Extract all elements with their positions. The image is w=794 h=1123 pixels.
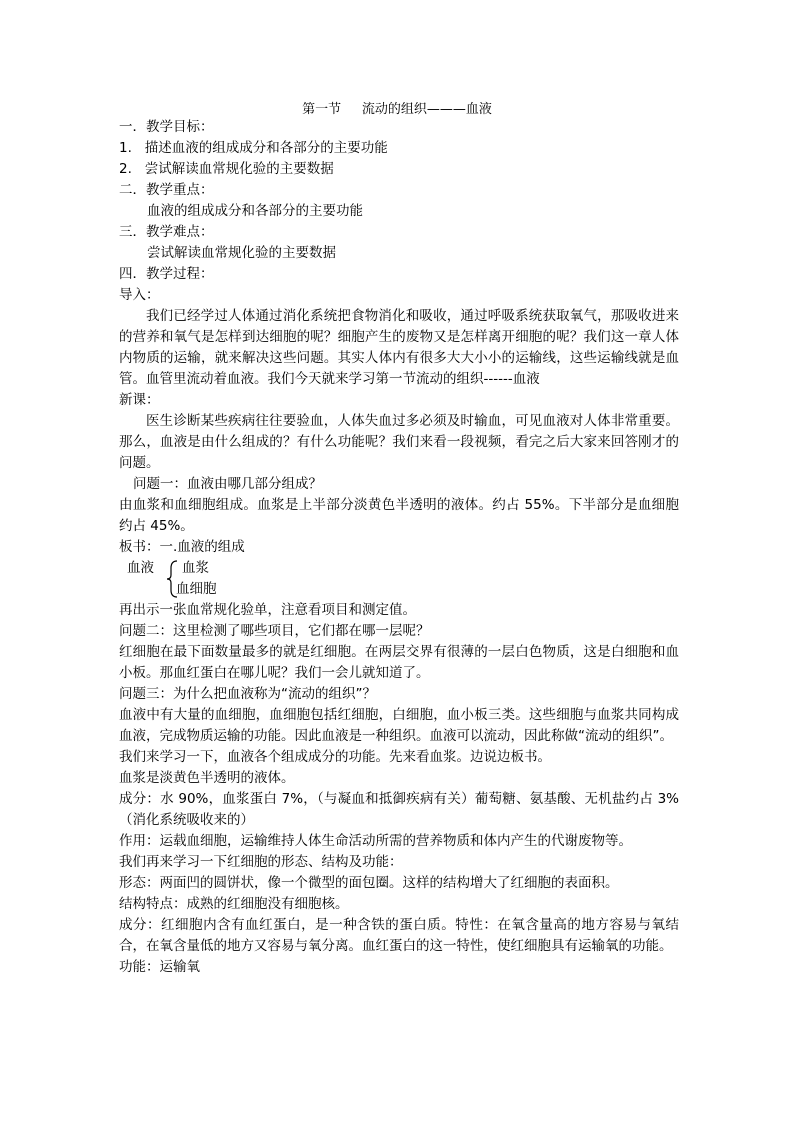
- goal-item-1: 1. 描述血液的组成成分和各部分的主要功能: [119, 140, 388, 156]
- blood-composition-diagram: [127, 558, 679, 600]
- rbc-function: 功能：运输氧: [119, 959, 200, 975]
- section-heading-key-points: 二．教学重点：: [119, 182, 214, 198]
- new-lesson-label: 新课：: [119, 392, 160, 408]
- question-1: 问题一：血液由哪几部分组成？: [133, 476, 322, 492]
- board-note: 板书：一.血液的组成: [119, 539, 245, 555]
- plasma-definition: 血浆是淡黄色半透明的液体。: [119, 770, 295, 786]
- blood-label: 血液: [127, 560, 154, 576]
- answer-3: 血液中有大量的血细胞，血细胞包括红细胞，白细胞，血小板三类。这些细胞与血浆共同构成血液，完成物质运输的功能。因此血液是一种组织。血液可以流动，因此称做“流动的组织”。: [119, 707, 679, 744]
- question-2: 问题二：这里检测了哪些项目，它们都在哪一层呢？: [119, 623, 430, 639]
- study-note: 我们来学习一下，血液各个组成成分的功能。先来看血浆。边说边板书。: [119, 749, 551, 765]
- rbc-structure: 结构特点：成熟的红细胞没有细胞核。: [119, 896, 349, 912]
- answer-1: 由血浆和血细胞组成。血浆是上半部分淡黄色半透明的液体。约占 55%。下半部分是血细胞约占 45%。: [119, 497, 679, 534]
- document-body: [119, 117, 679, 978]
- intro-label: 导入：: [119, 287, 160, 303]
- blood-cells-label: 血细胞: [176, 581, 217, 597]
- section-heading-goals: 一．教学目标：: [119, 119, 214, 135]
- plasma-composition: 成分：水 90%，血浆蛋白 7%，（与凝血和抵御疾病有关）葡萄糖、氨基酸、无机盐约占 3%（消化系统吸收来的）: [119, 791, 679, 828]
- section-heading-difficulties: 三．教学难点：: [119, 224, 214, 240]
- plasma-label: 血浆: [182, 560, 209, 576]
- question-3: 问题三：为什么把血液称为“流动的组织”？: [119, 686, 376, 702]
- intro-paragraph: 我们已经学过人体通过消化系统把食物消化和吸收，通过呼吸系统获取氧气，那吸收进来的营养和氧气是怎样到达细胞的呢？细胞产生的废物又是怎样离开细胞的呢？我们这一章人体内物质的运输，就来解决这些问题。其实人体内有很多大大小小的运输线，这些运输线就是血管。血管里流动着血液。我们今天就来学习第一节流动的组织------血液: [119, 308, 679, 387]
- section-heading-process: 四．教学过程：: [119, 266, 214, 282]
- new-lesson-paragraph: 医生诊断某些疾病往往要验血，人体失血过多必须及时输血，可见血液对人体非常重要。那么，血液是由什么组成的？有什么功能呢？我们来看一段视频，看完之后大家来回答刚才的问题。: [119, 413, 679, 471]
- rbc-intro: 我们再来学习一下红细胞的形态、结构及功能：: [119, 854, 403, 870]
- plasma-function: 作用：运载血细胞，运输维持人体生命活动所需的营养物质和体内产生的代谢废物等。: [119, 833, 632, 849]
- lab-report-note: 再出示一张血常规化验单，注意看项目和测定值。: [119, 602, 416, 618]
- key-point-text: 血液的组成成分和各部分的主要功能: [147, 203, 363, 219]
- rbc-shape: 形态：两面凹的圆饼状，像一个微型的面包圈。这样的结构增大了红细胞的表面积。: [119, 875, 619, 891]
- rbc-composition: 成分：红细胞内含有血红蛋白，是一种含铁的蛋白质。特性：在氧含量高的地方容易与氧结合，在氧含量低的地方又容易与氧分离。血红蛋白的这一特性，使红细胞具有运输氧的功能。: [119, 917, 679, 954]
- goal-item-2: 2. 尝试解读血常规化验的主要数据: [119, 161, 334, 177]
- difficulty-text: 尝试解读血常规化验的主要数据: [147, 245, 336, 261]
- document-title: 第一节 流动的组织———血液: [302, 102, 492, 117]
- answer-2: 红细胞在最下面数量最多的就是红细胞。在两层交界有很薄的一层白色物质，这是白细胞和血小板。那血红蛋白在哪儿呢？我们一会儿就知道了。: [119, 644, 679, 681]
